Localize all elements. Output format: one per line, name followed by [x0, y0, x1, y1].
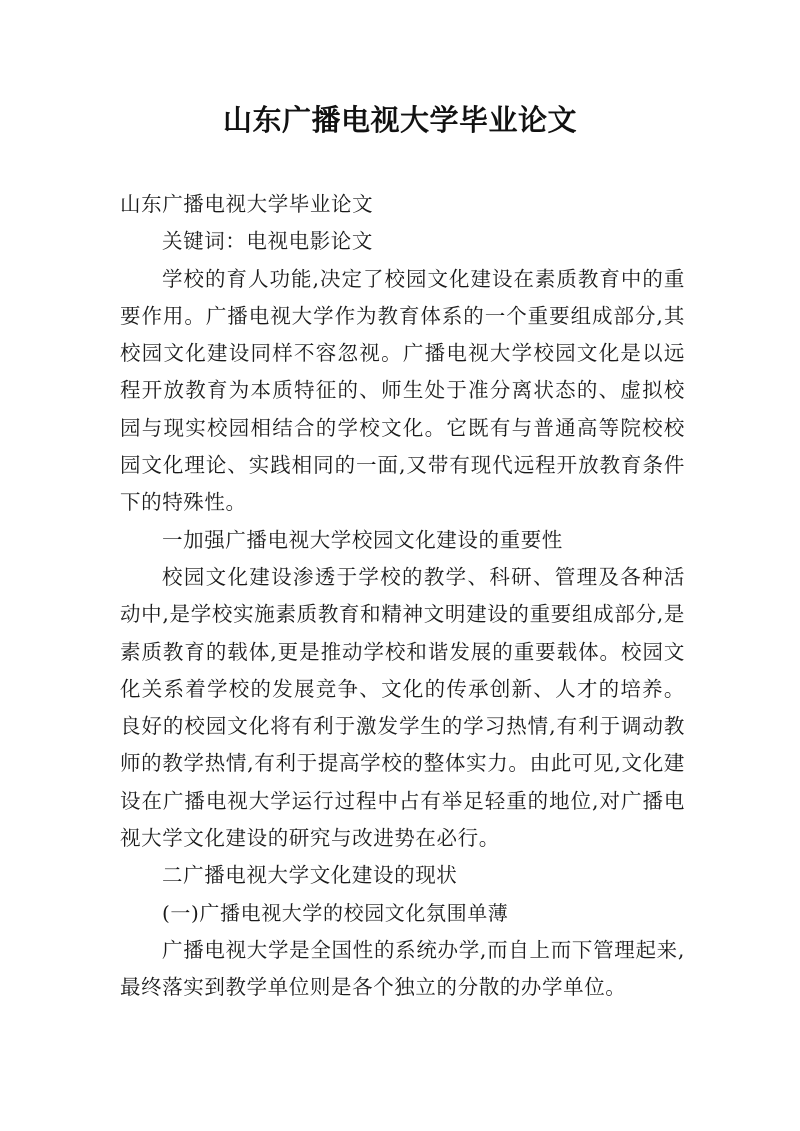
paragraph: 广播电视大学是全国性的系统办学,而自上而下管理起来,最终落实到教学单位则是各个独立的分散的办学单位。 [120, 937, 685, 1000]
document-body [120, 186, 685, 1007]
paragraph: 校园文化建设渗透于学校的教学、科研、管理及各种活动中,是学校实施素质教育和精神文明建设的重要组成部分,是素质教育的载体,更是推动学校和谐发展的重要载体。校园文化关系着学校的发展竞争、文化的传承创新、人才的培养。良好的校园文化将有利于激发学生的学习热情,有利于调动教师的教学热情,有利于提高学校的整体实力。由此可见,文化建设在广播电视大学运行过程中占有举足轻重的地位,对广播电视大学文化建设的研究与改进势在必行。 [120, 564, 685, 851]
section-heading: 二广播电视大学文化建设的现状 [162, 863, 458, 888]
document-title: 山东广播电视大学毕业论文 [222, 103, 577, 137]
paragraph: 学校的育人功能,决定了校园文化建设在素质教育中的重要作用。广播电视大学作为教育体系的一个重要组成部分,其校园文化建设同样不容忽视。广播电视大学校园文化是以远程开放教育为本质特征的、师生处于准分离状态的、虚拟校园与现实校园相结合的学校文化。它既有与普通高等院校校园文化理论、实践相同的一面,又带有现代远程开放教育条件下的特殊性。 [120, 266, 685, 515]
keywords-line: 关键词：电视电影论文 [162, 229, 373, 254]
document-subtitle: 山东广播电视大学毕业论文 [120, 192, 374, 216]
section-heading: 一加强广播电视大学校园文化建设的重要性 [162, 527, 563, 552]
subsection-heading: (一)广播电视大学的校园文化氛围单薄 [162, 900, 509, 925]
